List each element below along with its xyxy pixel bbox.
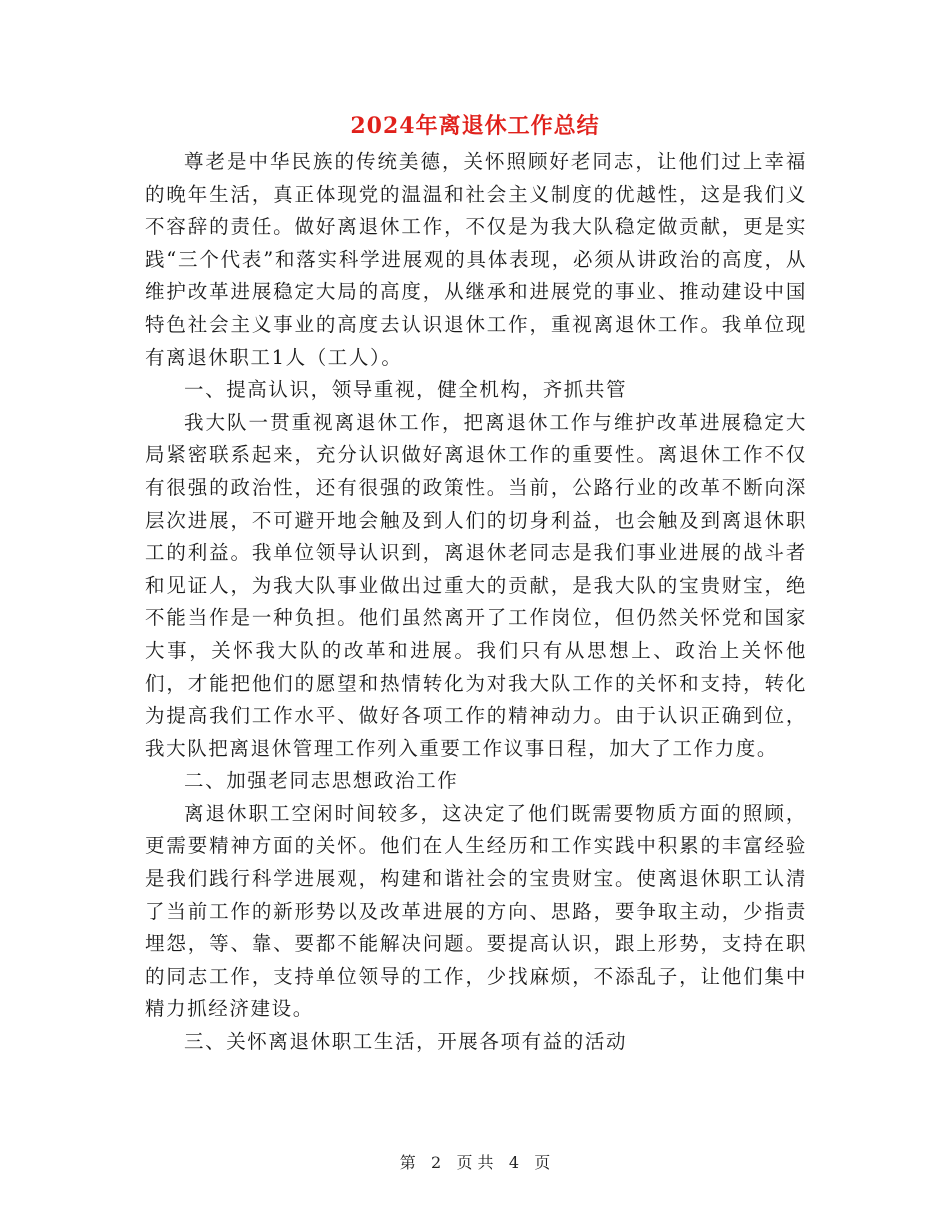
footer-middle: 页 共 [456, 1153, 494, 1172]
page-number-current: 2 [430, 1153, 442, 1172]
footer-suffix: 页 [534, 1153, 551, 1172]
document-body [145, 146, 807, 1059]
footer-prefix: 第 [399, 1153, 416, 1172]
page-footer [0, 1152, 950, 1174]
section-heading-2: 二、加强老同志思想政治工作 [184, 769, 459, 793]
page-number-total: 4 [508, 1153, 520, 1172]
section-heading-3: 三、关怀离退休职工生活，开展各项有益的活动 [184, 1030, 628, 1054]
section-heading-1: 一、提高认识，领导重视，健全机构，齐抓共管 [184, 378, 628, 402]
paragraph-intro: 尊老是中华民族的传统美德，关怀照顾好老同志，让他们过上幸福的晚年生活，真正体现党的温温和社会主义制度的优越性，这是我们义不容辞的责任。做好离退休工作，不仅是为我大队稳定做贡献，更是实践“三个代表”和落实科学进展观的具体表现，必须从讲政治的高度，从维护改革进展稳定大局的高度，从继承和进展党的事业、推动建设中国特色社会主义事业的高度去认识退休工作，重视离退休工作。我单位现有离退休职工1人（工人）。 [145, 150, 807, 369]
document-title: 2024年离退休工作总结 [350, 113, 600, 139]
paragraph-section-1: 我大队一贯重视离退休工作，把离退休工作与维护改革进展稳定大局紧密联系起来，充分认识做好离退休工作的重要性。离退休工作不仅有很强的政治性，还有很强的政策性。当前，公路行业的改革不断向深层次进展，不可避开地会触及到人们的切身利益，也会触及到离退休职工的利益。我单位领导认识到，离退休老同志是我们事业进展的战斗者和见证人，为我大队事业做出过重大的贡献，是我大队的宝贵财宝，绝不能当作是一种负担。他们虽然离开了工作岗位，但仍然关怀党和国家大事，关怀我大队的改革和进展。我们只有从思想上、政治上关怀他们，才能把他们的愿望和热情转化为对我大队工作的关怀和支持，转化为提高我们工作水平、做好各项工作的精神动力。由于认识正确到位，我大队把离退休管理工作列入重要工作议事日程，加大了工作力度。 [145, 410, 807, 760]
paragraph-section-2: 离退休职工空闲时间较多，这决定了他们既需要物质方面的照顾，更需要精神方面的关怀。他们在人生经历和工作实践中积累的丰富经验是我们践行科学进展观，构建和谐社会的宝贵财宝。使离退休职工认清了当前工作的新形势以及改革进展的方向、思路，要争取主动，少指责埋怨，等、靠、要都不能解决问题。要提高认识，跟上形势，支持在职的同志工作，支持单位领导的工作，少找麻烦，不添乱子，让他们集中精力抓经济建设。 [145, 801, 807, 1021]
